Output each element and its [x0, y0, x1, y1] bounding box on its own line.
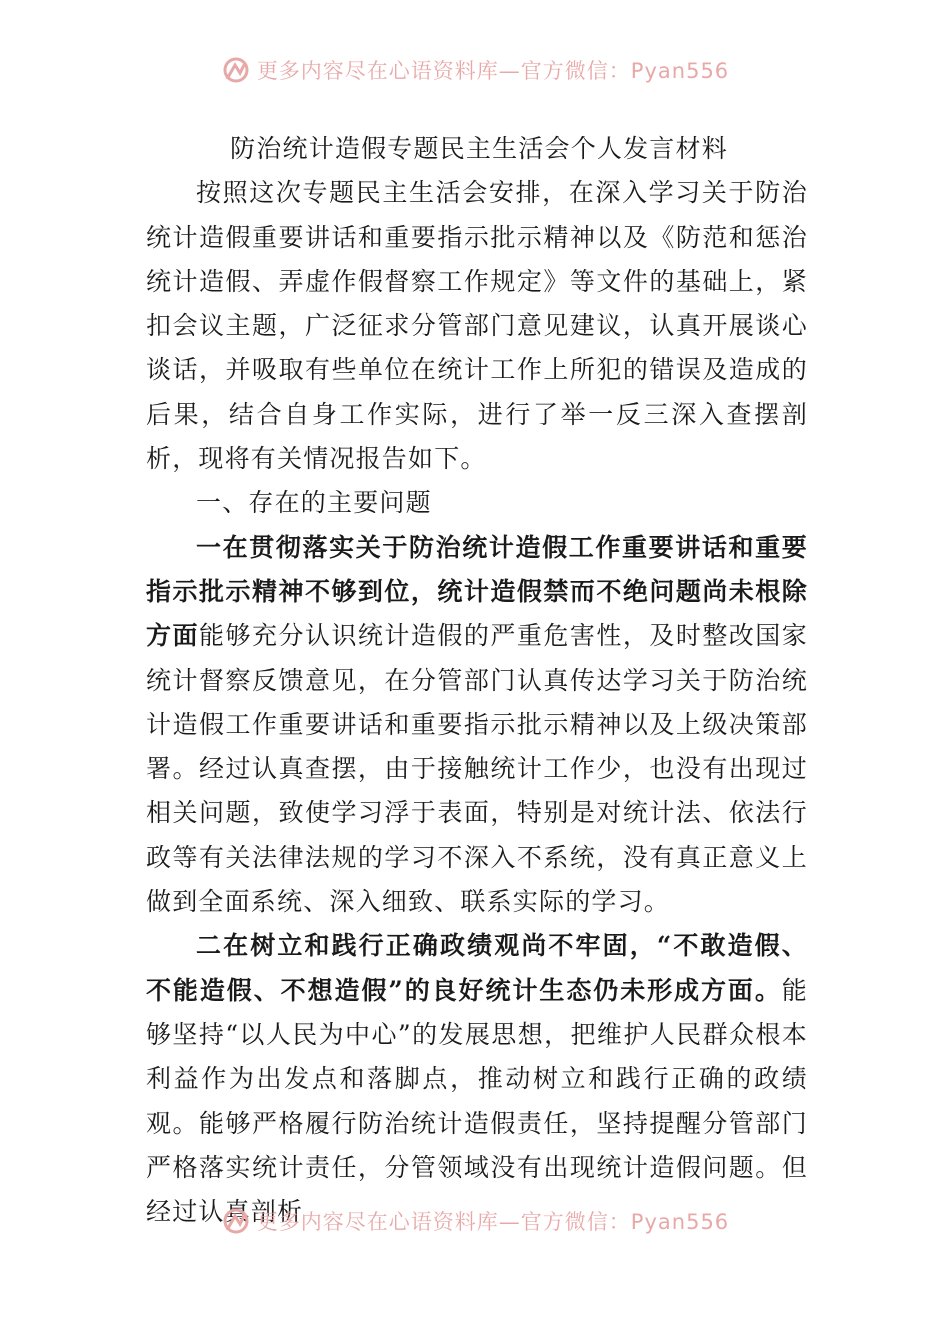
- footer-watermark: [0, 1201, 950, 1241]
- intro-paragraph: 按照这次专题民主生活会安排，在深入学习关于防治统计造假重要讲话和重要指示批示精神以及《防范和惩治统计造假、弄虚作假督察工作规定》等文件的基础上，紧扣会议主题，广泛征求分管部门意见建议，认真开展谈心谈话，并吸取有些单位在统计工作上所犯的错误及造成的后果，结合自身工作实际，进行了举一反三深入查摆剖析，现将有关情况报告如下。: [146, 178, 808, 474]
- section-heading: 一、存在的主要问题: [196, 488, 432, 518]
- item-1-heading: 一在贯彻落实关于防治统计造假工作重要讲话和重要指示批示精神不够到位，统计造假禁而不绝问题尚未根除方面: [146, 532, 808, 651]
- item-2-heading: 二在树立和践行正确政绩观尚不牢固，“不敢造假、不能造假、不想造假”的良好统计生态仍未形成方面。: [146, 931, 808, 1005]
- item-2-body: 能够坚持“以人民为中心”的发展思想，把维护人民群众根本利益作为出发点和落脚点，推动树立和践行正确的政绩观。能够严格履行防治统计造假责任，坚持提醒分管部门严格落实统计责任，分管领域没有出现统计造假问题。但经过认真剖析: [146, 975, 808, 1227]
- watermark-text: 更多内容尽在心语资料库—官方微信：Pyan556: [256, 1210, 730, 1234]
- document-body: [146, 127, 808, 1234]
- header-watermark: [0, 50, 950, 90]
- item-2-paragraph: [146, 924, 808, 1234]
- watermark-logo-icon: [221, 1206, 251, 1236]
- item-1-paragraph: [146, 526, 808, 925]
- watermark-text: 更多内容尽在心语资料库—官方微信：Pyan556: [256, 59, 730, 83]
- document-title: 防治统计造假专题民主生活会个人发言材料: [230, 134, 728, 163]
- watermark-logo-icon: [221, 55, 251, 85]
- item-1-body: 能够充分认识统计造假的严重危害性，及时整改国家统计督察反馈意见，在分管部门认真传达学习关于防治统计造假工作重要讲话和重要指示批示精神以及上级决策部署。经过认真查摆，由于接触统计工作少，也没有出现过相关问题，致使学习浮于表面，特别是对统计法、依法行政等有关法律法规的学习不深入不系统，没有真正意义上做到全面系统、深入细致、联系实际的学习。: [146, 621, 808, 917]
